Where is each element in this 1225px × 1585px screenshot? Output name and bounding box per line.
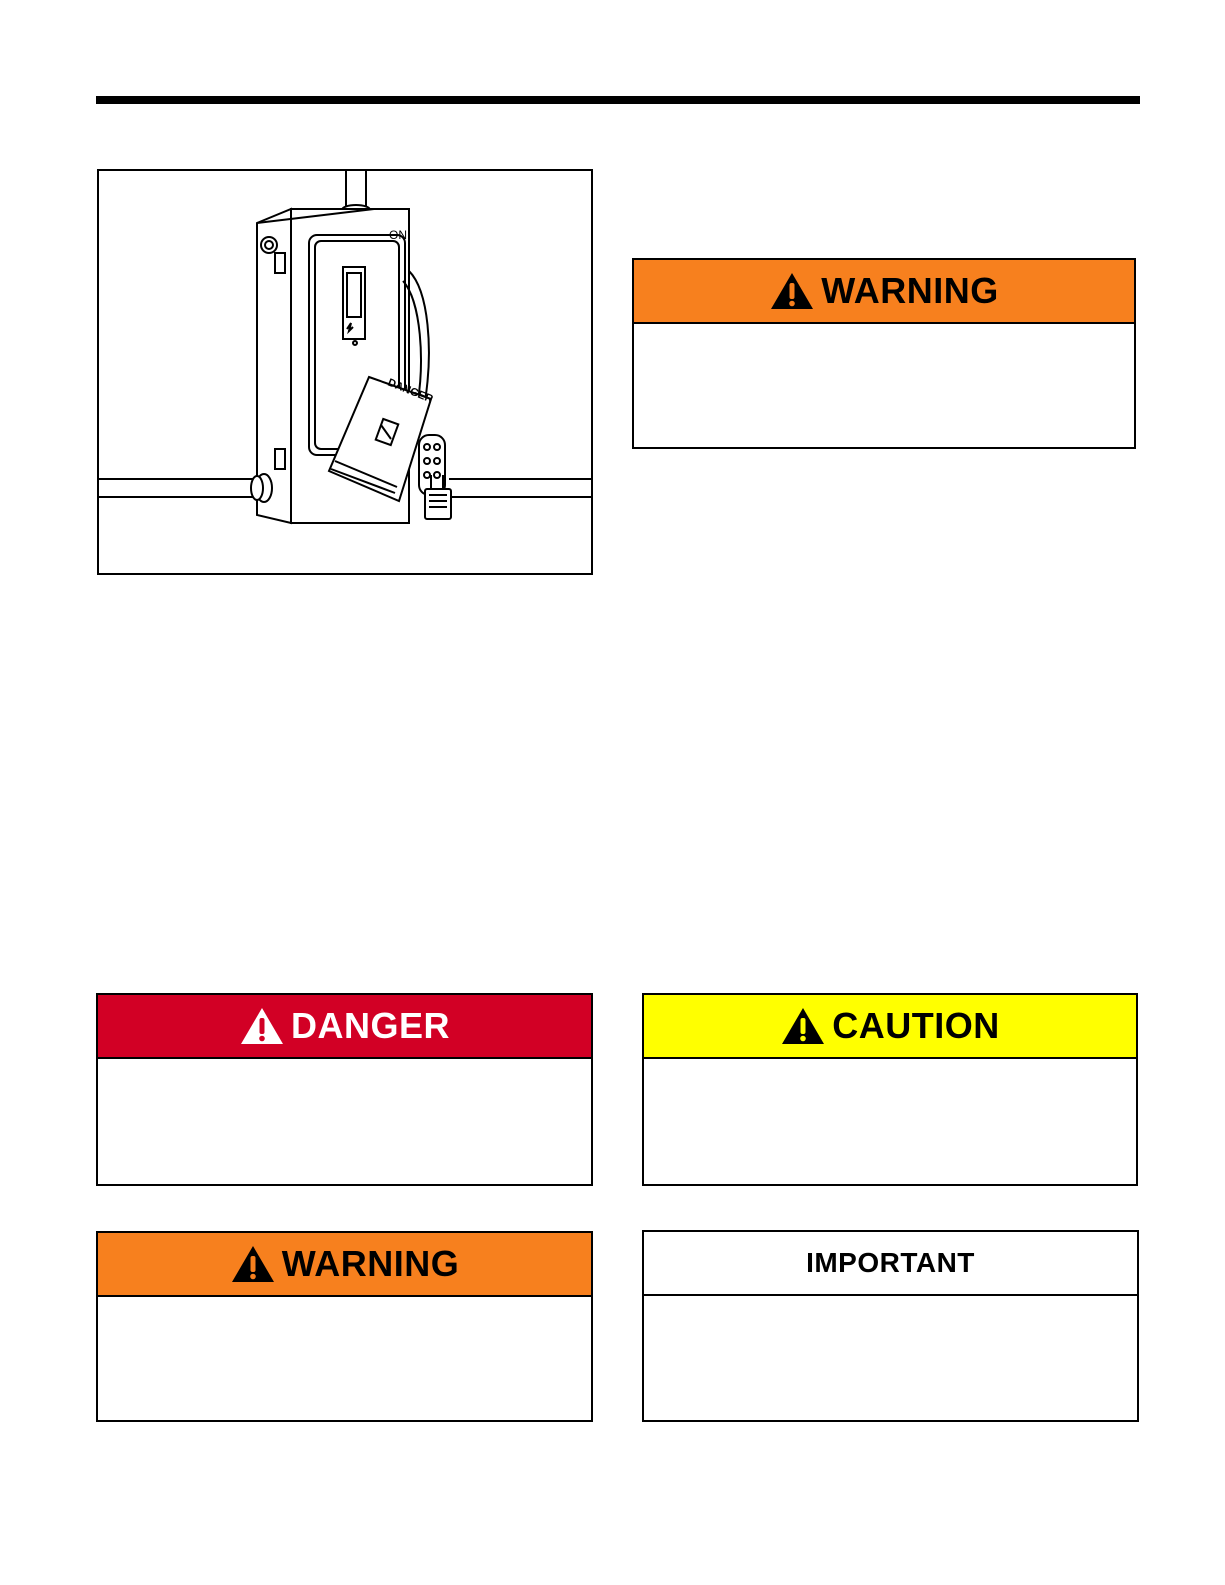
tag-danger-label: DANGER [385, 376, 435, 406]
important-panel-label: IMPORTANT [806, 1247, 975, 1278]
disconnect-switch-lockout-drawing [99, 171, 591, 573]
caution-panel-body [644, 1059, 1136, 1184]
caution-panel-label: CAUTION [832, 1005, 1000, 1046]
caution-panel [642, 993, 1138, 1186]
warning-panel-bottom-body [98, 1297, 591, 1420]
alert-triangle-icon [780, 1006, 826, 1046]
warning-panel-bottom [96, 1231, 593, 1422]
warning-panel-top [632, 258, 1136, 449]
caution-panel-header [644, 995, 1136, 1059]
warning-panel-top-label: WARNING [821, 270, 999, 311]
warning-panel-top-body [634, 324, 1134, 447]
warning-panel-bottom-header [98, 1233, 591, 1297]
important-panel-header [644, 1232, 1137, 1296]
danger-panel-label: DANGER [290, 1005, 450, 1046]
warning-panel-top-header [634, 260, 1134, 324]
warning-panel-bottom-label: WARNING [281, 1243, 460, 1284]
alert-triangle-icon [769, 271, 815, 311]
lockout-illustration [97, 169, 593, 575]
danger-panel [96, 993, 593, 1186]
danger-panel-header [98, 995, 591, 1059]
alert-triangle-icon [230, 1244, 276, 1284]
page-top-rule [96, 96, 1140, 104]
important-panel-body [644, 1296, 1137, 1420]
danger-panel-body [98, 1059, 591, 1184]
important-panel [642, 1230, 1139, 1422]
switch-on-label: ON [389, 228, 407, 242]
alert-triangle-icon [239, 1006, 285, 1046]
